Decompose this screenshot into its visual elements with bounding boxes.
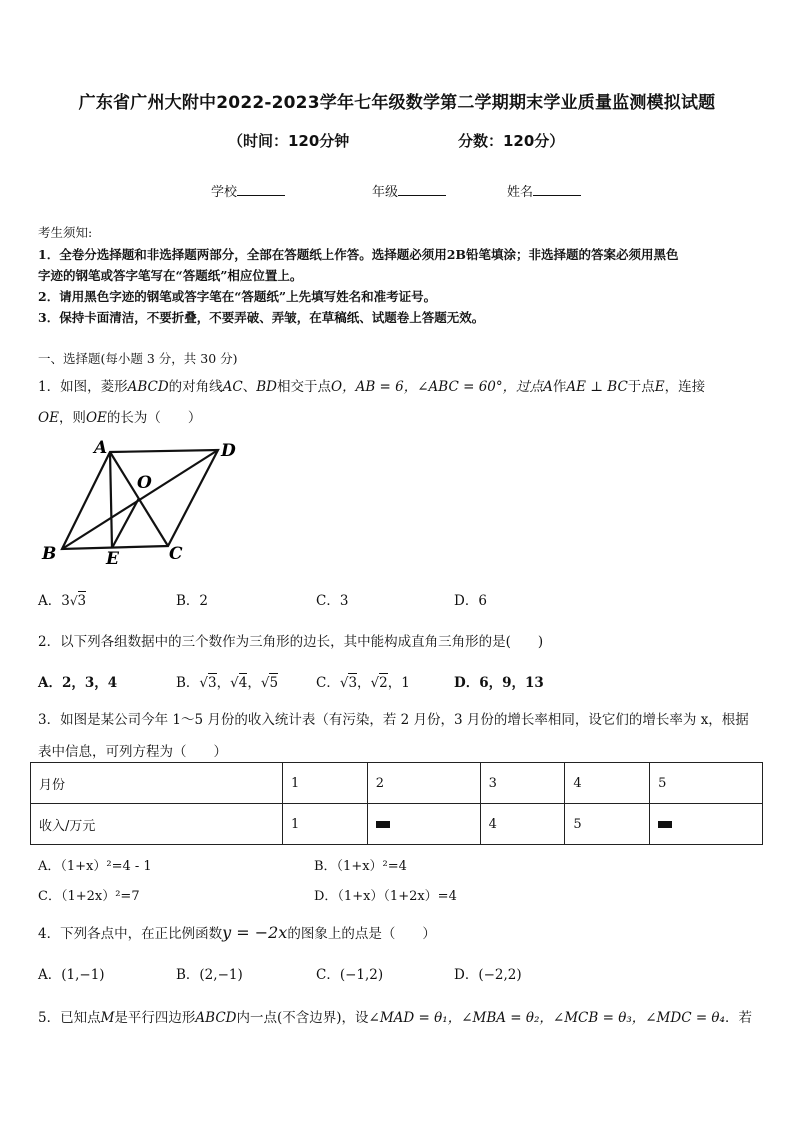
altitude-ae <box>110 452 112 548</box>
q1-option-c: C．3 <box>316 593 349 609</box>
table-cell: 月份 <box>31 763 283 804</box>
name-field <box>507 181 581 200</box>
exam-score: 分数：120分） <box>458 132 565 150</box>
table-cell: 5 <box>650 763 763 804</box>
table-cell: 1 <box>283 763 368 804</box>
q4-option-b: B．(2,−1) <box>176 967 243 983</box>
grade-field <box>372 181 446 200</box>
table-cell: 4 <box>480 804 565 845</box>
table-row <box>31 804 763 845</box>
table-row <box>31 763 763 804</box>
page-title: 广东省广州大附中2022-2023学年七年级数学第二学期期末学业质量监测模拟试题 <box>78 93 716 113</box>
q3-option-b: B．（1+x）²=4 <box>314 859 407 874</box>
ink-stain <box>658 821 672 828</box>
table-cell: 4 <box>565 763 650 804</box>
table-cell: 1 <box>283 804 368 845</box>
label-c: C <box>169 544 183 564</box>
notice-item-3: 3．保持卡面清洁，不要折叠，不要弄破、弄皱，在草稿纸、试题卷上答题无效。 <box>38 310 485 325</box>
q4-text: 4．下列各点中，在正比例函数y = −2x的图象上的点是（ ） <box>38 923 436 942</box>
q4-option-a: A．(1,−1) <box>38 967 105 983</box>
grade-label: 年级 <box>372 185 399 200</box>
q1-line1: 1．如图，菱形ABCD的对角线AC、BD相交于点O，AB = 6，∠ABC = 60°，过点A作AE ⊥ BC于点E，连接 <box>38 379 706 395</box>
q4-option-c: C．(−1,2) <box>316 967 384 983</box>
q2-option-a: A．2，3，4 <box>38 675 118 691</box>
q1-option-a: A．3√3 <box>38 593 87 609</box>
revenue-table <box>30 762 763 845</box>
q1-line2: OE，则OE的长为（ ） <box>38 410 202 426</box>
q1-option-d: D．6 <box>454 593 487 609</box>
notice-item-1b: 字迹的钢笔或答字笔写在“答题纸”相应位置上。 <box>38 268 303 283</box>
exam-time: （时间：120分钟 <box>228 132 350 150</box>
name-label: 姓名 <box>507 185 534 200</box>
q3-line1: 3．如图是某公司今年 1～5 月份的收入统计表（有污染，若 2 月份，3 月份的增长率相同，设它们的增长率为 x，根据 <box>38 712 749 728</box>
label-d: D <box>221 441 236 461</box>
table-cell: 收入/万元 <box>31 804 283 845</box>
table-cell: 3 <box>480 763 565 804</box>
q4-option-d: D．(−2,2) <box>454 967 522 983</box>
school-field <box>211 181 285 200</box>
grade-blank <box>398 183 446 196</box>
q2-option-b: B．√3，√4，√5 <box>176 675 279 691</box>
table-cell-stained <box>650 804 763 845</box>
segment-oe <box>112 498 139 548</box>
name-blank <box>533 183 581 196</box>
q5-line1: 5．已知点M是平行四边形ABCD内一点(不含边界)，设∠MAD = θ₁，∠MBA = θ₂，∠MCB = θ₃，∠MDC = θ₄．若 <box>38 1010 752 1026</box>
notice-item-1a: 1．全卷分选择题和非选择题两部分，全部在答题纸上作答。选择题必须用2B铅笔填涂；非选择题的答案必须用黑色 <box>38 247 679 262</box>
q2-text: 2．以下列各组数据中的三个数作为三角形的边长，其中能构成直角三角形的是( ) <box>38 634 544 650</box>
q1-option-b: B．2 <box>176 593 209 609</box>
ink-stain <box>376 821 390 828</box>
q3-option-d: D．（1+x）（1+2x）=4 <box>314 889 457 904</box>
label-o: O <box>137 473 152 493</box>
school-blank <box>237 183 285 196</box>
section-heading: 一、选择题(每小题 3 分，共 30 分) <box>38 351 238 366</box>
q3-option-a: A．（1+x）²=4 - 1 <box>38 859 152 874</box>
label-b: B <box>42 544 57 564</box>
q2-option-d: D．6，9，13 <box>454 675 544 691</box>
notice-heading: 考生须知: <box>38 225 93 240</box>
q3-line2: 表中信息，可列方程为（ ） <box>38 744 227 760</box>
notice-item-2: 2．请用黑色字迹的钢笔或答字笔在“答题纸”上先填写姓名和准考证号。 <box>38 289 437 304</box>
label-e: E <box>106 549 119 569</box>
rhombus-figure <box>36 434 246 569</box>
table-cell: 2 <box>367 763 480 804</box>
label-a: A <box>94 438 108 458</box>
school-label: 学校 <box>211 185 238 200</box>
q2-option-c: C．√3，√2，1 <box>316 675 410 691</box>
q3-option-c: C．（1+2x）²=7 <box>38 889 140 904</box>
table-cell-stained <box>367 804 480 845</box>
table-cell: 5 <box>565 804 650 845</box>
